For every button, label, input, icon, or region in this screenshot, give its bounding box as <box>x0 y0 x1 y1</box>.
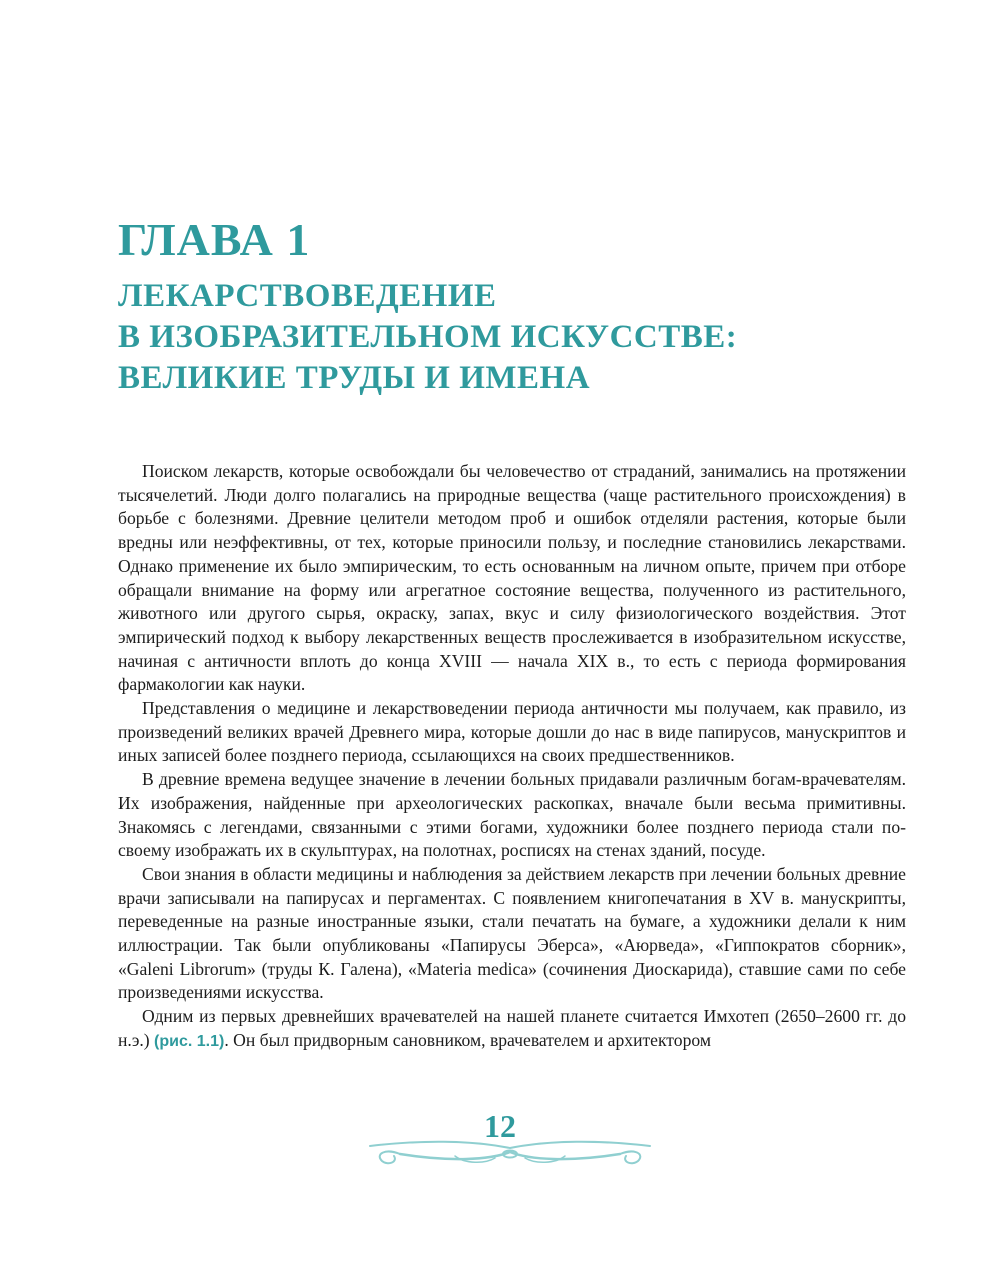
chapter-title-line-2: В ИЗОБРАЗИТЕЛЬНОМ ИСКУССТВЕ: <box>118 319 738 355</box>
page-number: 12 <box>484 1108 516 1144</box>
chapter-title <box>118 276 737 399</box>
figure-reference-link[interactable]: (рис. 1.1) <box>154 1032 225 1050</box>
paragraph-5-text-before: Одним из первых древнейших врачевателей на нашей планете считается Имхотеп (2650–2600 гг. до н.э.) <box>118 1006 906 1050</box>
chapter-title-line-1: ЛЕКАРСТВОВЕДЕНИЕ <box>118 278 497 314</box>
paragraph-3: В древние времена ведущее значение в лечении больных придавали различным богам-врачевателям. Их изображения, найденные при археологических раскопках, вначале были весьма примитивны. Знакомясь с легендами, связанными с этими богами, художники более позднего периода стали по-своему изображать их в скульптурах, на полотнах, росписях на стенах зданий, посуде. <box>118 769 906 861</box>
chapter-title-line-3: ВЕЛИКИЕ ТРУДЫ И ИМЕНА <box>118 360 591 396</box>
paragraph-2: Представления о медицине и лекарствоведении периода античности мы получаем, как правило, из произведений великих врачей Древнего мира, которые дошли до нас в виде папирусов, манускриптов и иных записей более позднего периода, ссылающихся на своих предшественников. <box>118 698 906 766</box>
paragraph-1: Поиском лекарств, которые освобождали бы человечество от страданий, занимались на протяжении тысячелетий. Люди долго полагались на природные вещества (чаще растительного происхождения) в борьбе с болезнями. Древние целители методом проб и ошибок отделяли растения, которые были вредны или неэффективны, от тех, которые приносили пользу, и последние становились лекарствами. Однако применение их было эмпирическим, то есть основанным на личном опыте, причем при отборе обращали внимание на форму или агрегатное состояние вещества, полученного из растительного, животного или другого сырья, окраску, запах, вкус и силу физиологического воздействия. Этот эмпирический подход к выбору лекарственных веществ прослеживается в изобразительном искусстве, начиная с античности вплоть до конца XVIII — начала XIX в., то есть с периода формирования фармакологии как науки. <box>118 461 906 695</box>
paragraph-4: Свои знания в области медицины и наблюдения за действием лекарств при лечении больных древние врачи записывали на папирусах и пергаментах. С появлением книгопечатания в XV в. манускрипты, переведенные на разные иностранные языки, стали печатать на бумаге, а художники делали к ним иллюстрации. Так были опубликованы «Папирусы Эберса», «Аюрведа», «Гиппократов сборник», «Galeni Librorum» (труды К. Галена), «Materia medica» (сочинения Диоскарида), ставшие сами по себе произведениями искусства. <box>118 863 906 1003</box>
page-ornament-icon <box>360 1134 660 1174</box>
chapter-label: ГЛАВА 1 <box>118 214 311 265</box>
paragraph-5-text-after: . Он был придворным сановником, врачевателем и архитектором <box>224 1029 711 1050</box>
paragraph-5 <box>118 1005 906 1053</box>
body-text <box>118 460 906 1054</box>
